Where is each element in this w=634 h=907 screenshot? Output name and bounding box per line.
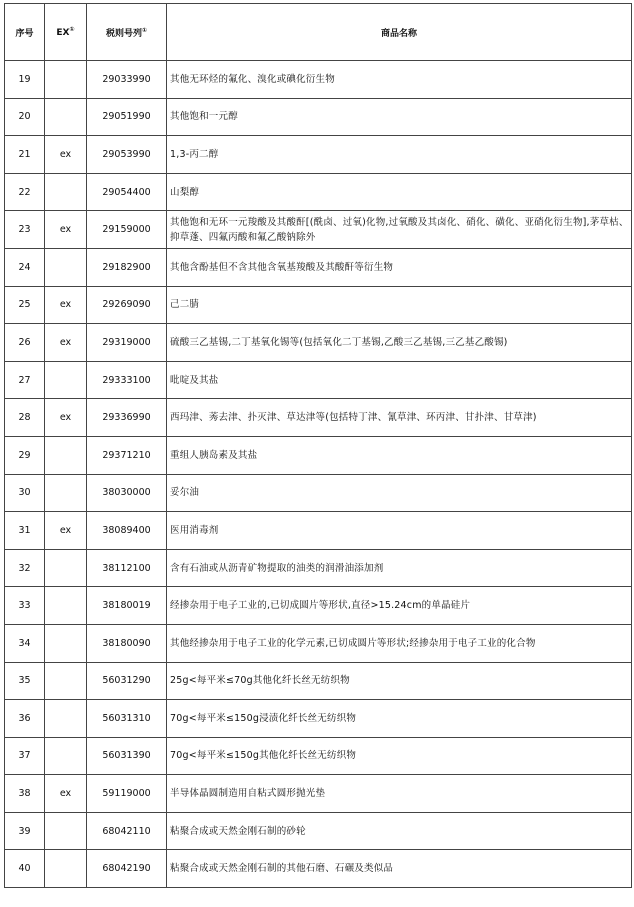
row-code: 56031310	[87, 700, 167, 738]
table-row	[5, 512, 632, 550]
row-name: 重组人胰岛素及其盐	[167, 436, 632, 474]
row-name: 70g<每平米≤150g浸渍化纤长丝无纺织物	[167, 700, 632, 738]
row-ex: ex	[45, 286, 87, 324]
row-ex	[45, 61, 87, 99]
table-row	[5, 399, 632, 437]
row-name: 其他饱和无环一元羧酸及其酸酐[(酰卤、过氧)化物,过氧酸及其卤化、硝化、磺化、亚硝化衍生物],茅草枯、抑草蓬、四氟丙酸和氟乙酸钠除外	[167, 211, 632, 249]
row-name: 70g<每平米≤150g其他化纤长丝无纺织物	[167, 737, 632, 775]
table-row	[5, 61, 632, 99]
table-row	[5, 436, 632, 474]
row-ex	[45, 587, 87, 625]
row-name: 山梨醇	[167, 173, 632, 211]
row-seq: 19	[5, 61, 45, 99]
row-seq: 24	[5, 248, 45, 286]
row-name: 吡啶及其盐	[167, 361, 632, 399]
row-code: 38180090	[87, 624, 167, 662]
row-seq: 27	[5, 361, 45, 399]
row-ex	[45, 700, 87, 738]
row-code: 29051990	[87, 98, 167, 136]
row-ex	[45, 248, 87, 286]
row-ex: ex	[45, 775, 87, 813]
row-seq: 36	[5, 700, 45, 738]
table-row	[5, 474, 632, 512]
table-header-row	[5, 4, 632, 61]
header-ex: EX①	[45, 4, 87, 61]
row-code: 38089400	[87, 512, 167, 550]
row-code: 29336990	[87, 399, 167, 437]
row-code: 29054400	[87, 173, 167, 211]
row-name: 其他无环烃的氟化、溴化或碘化衍生物	[167, 61, 632, 99]
row-ex: ex	[45, 399, 87, 437]
row-code: 38030000	[87, 474, 167, 512]
table-row	[5, 587, 632, 625]
table-row	[5, 324, 632, 362]
row-ex	[45, 624, 87, 662]
row-ex	[45, 850, 87, 888]
table-row	[5, 98, 632, 136]
header-name: 商品名称	[167, 4, 632, 61]
row-ex: ex	[45, 512, 87, 550]
row-code: 56031390	[87, 737, 167, 775]
header-code: 税则号列①	[87, 4, 167, 61]
row-code: 29182900	[87, 248, 167, 286]
row-code: 29159000	[87, 211, 167, 249]
row-name: 医用消毒剂	[167, 512, 632, 550]
row-seq: 20	[5, 98, 45, 136]
table-row	[5, 286, 632, 324]
row-seq: 33	[5, 587, 45, 625]
row-ex: ex	[45, 136, 87, 174]
row-seq: 31	[5, 512, 45, 550]
row-seq: 38	[5, 775, 45, 813]
row-seq: 23	[5, 211, 45, 249]
row-name: 硫酸三乙基锡,二丁基氧化锡等(包括氧化二丁基锡,乙酸三乙基锡,三乙基乙酸锡)	[167, 324, 632, 362]
row-seq: 25	[5, 286, 45, 324]
row-name: 粘聚合成或天然金刚石制的砂轮	[167, 812, 632, 850]
row-seq: 37	[5, 737, 45, 775]
table-row	[5, 624, 632, 662]
row-code: 38112100	[87, 549, 167, 587]
table-row	[5, 737, 632, 775]
row-name: 1,3-丙二醇	[167, 136, 632, 174]
row-name: 其他经掺杂用于电子工业的化学元素,已切成圆片等形状;经掺杂用于电子工业的化合物	[167, 624, 632, 662]
row-name: 25g<每平米≤70g其他化纤长丝无纺织物	[167, 662, 632, 700]
table-row	[5, 361, 632, 399]
row-ex	[45, 436, 87, 474]
row-code: 29371210	[87, 436, 167, 474]
header-code-footnote: ①	[141, 26, 148, 34]
table-row	[5, 549, 632, 587]
row-code: 29269090	[87, 286, 167, 324]
row-ex	[45, 98, 87, 136]
row-code: 59119000	[87, 775, 167, 813]
table-row	[5, 775, 632, 813]
row-seq: 21	[5, 136, 45, 174]
row-code: 29053990	[87, 136, 167, 174]
table-row	[5, 211, 632, 249]
row-name: 西玛津、莠去津、扑灭津、草达津等(包括特丁津、氰草津、环丙津、甘扑津、甘草津)	[167, 399, 632, 437]
row-seq: 30	[5, 474, 45, 512]
row-seq: 40	[5, 850, 45, 888]
row-ex	[45, 474, 87, 512]
row-seq: 29	[5, 436, 45, 474]
table-row	[5, 662, 632, 700]
row-name: 己二腈	[167, 286, 632, 324]
table-row	[5, 700, 632, 738]
table-row	[5, 136, 632, 174]
row-code: 68042190	[87, 850, 167, 888]
row-seq: 35	[5, 662, 45, 700]
row-ex	[45, 812, 87, 850]
row-seq: 32	[5, 549, 45, 587]
row-code: 38180019	[87, 587, 167, 625]
row-ex: ex	[45, 324, 87, 362]
row-code: 29319000	[87, 324, 167, 362]
row-ex	[45, 173, 87, 211]
row-name: 粘聚合成或天然金刚石制的其他石磨、石碾及类似品	[167, 850, 632, 888]
row-name: 其他含酚基但不含其他含氧基羧酸及其酸酐等衍生物	[167, 248, 632, 286]
row-code: 56031290	[87, 662, 167, 700]
row-ex: ex	[45, 211, 87, 249]
row-name: 半导体晶圆制造用自粘式圆形抛光垫	[167, 775, 632, 813]
row-ex	[45, 737, 87, 775]
row-seq: 34	[5, 624, 45, 662]
row-seq: 28	[5, 399, 45, 437]
row-ex	[45, 549, 87, 587]
table-row	[5, 248, 632, 286]
row-seq: 26	[5, 324, 45, 362]
tariff-table	[4, 3, 632, 888]
header-ex-footnote: ①	[69, 26, 75, 33]
row-name: 其他饱和一元醇	[167, 98, 632, 136]
row-code: 29033990	[87, 61, 167, 99]
table-row	[5, 850, 632, 888]
table-row	[5, 812, 632, 850]
row-ex	[45, 361, 87, 399]
row-code: 68042110	[87, 812, 167, 850]
row-name: 经掺杂用于电子工业的,已切成圆片等形状,直径>15.24cm的单晶硅片	[167, 587, 632, 625]
header-seq: 序号	[5, 4, 45, 61]
row-seq: 39	[5, 812, 45, 850]
row-seq: 22	[5, 173, 45, 211]
table-row	[5, 173, 632, 211]
row-name: 含有石油或从沥青矿物提取的油类的润滑油添加剂	[167, 549, 632, 587]
row-code: 29333100	[87, 361, 167, 399]
row-name: 妥尔油	[167, 474, 632, 512]
row-ex	[45, 662, 87, 700]
